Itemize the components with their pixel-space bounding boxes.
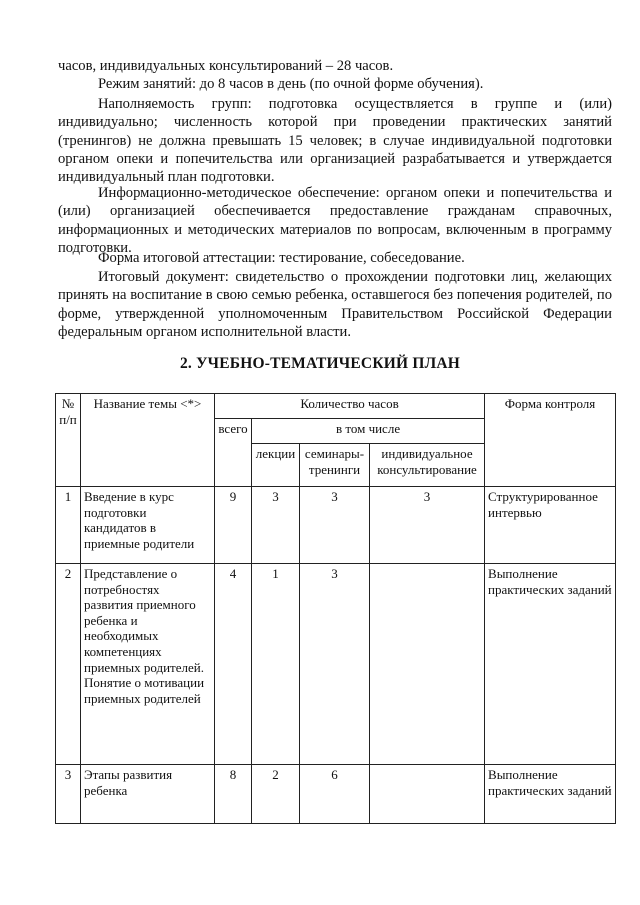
- cell-control: Выполнение практических заданий: [485, 564, 616, 765]
- cell-lectures: 1: [252, 564, 300, 765]
- cell-number: 1: [56, 487, 81, 564]
- cell-number: 3: [56, 765, 81, 824]
- paragraph-methodical-support: Информационно-методическое обеспечение: органом опеки и попечительства и (или) организацией обеспечивается предоставление гражданам справочных, информационных и методических материалов по вопросам, включенным в программу подготовки.: [58, 185, 612, 256]
- header-individual: индивидуальное консультирование: [370, 444, 485, 487]
- paragraph-study-mode: Режим занятий: до 8 часов в день (по очной форме обучения).: [98, 76, 484, 92]
- header-lectures: лекции: [252, 444, 300, 487]
- cell-lectures: 3: [252, 487, 300, 564]
- cell-total: 8: [215, 765, 252, 824]
- paragraph-final-document: Итоговый документ: свидетельство о прохождении подготовки лиц, желающих принять на воспитание в свою семью ребенка, оставшегося без попечения родителей, по форме, утвержденной уполномоченным Правительством Российской Федерации федеральным органом исполнительной власти.: [58, 269, 612, 340]
- header-including: в том числе: [252, 419, 485, 444]
- cell-control: Выполнение практических заданий: [485, 765, 616, 824]
- header-topic: Название темы <*>: [81, 394, 215, 487]
- cell-topic: Представление о потребностях развития приемного ребенка и необходимых компетенциях приемных родителей. Понятие о мотивации приемных родителей: [81, 564, 215, 765]
- table-row: [56, 765, 616, 824]
- cell-individual: [370, 765, 485, 824]
- header-total: всего: [215, 419, 252, 487]
- curriculum-table: [55, 393, 616, 824]
- header-control: Форма контроля: [485, 394, 616, 487]
- cell-control: Структурированное интервью: [485, 487, 616, 564]
- paragraph-final-attestation: Форма итоговой аттестации: тестирование, собеседование.: [98, 250, 465, 266]
- cell-topic: Этапы развития ребенка: [81, 765, 215, 824]
- cell-number: 2: [56, 564, 81, 765]
- header-hours: Количество часов: [215, 394, 485, 419]
- table-row: [56, 487, 616, 564]
- cell-individual: [370, 564, 485, 765]
- paragraph-group-size: Наполняемость групп: подготовка осуществляется в группе и (или) индивидуально; численность которой при проведении практических занятий (тренингов) не должна превышать 15 человек; в случае индивидуальной подготовки органом опеки и попечительства или организацией разрабатывается и утверждается индивидуальный план подготовки.: [58, 96, 612, 186]
- cell-topic: Введение в курс подготовки кандидатов в приемные родители: [81, 487, 215, 564]
- cell-lectures: 2: [252, 765, 300, 824]
- table-header-row: [56, 394, 616, 419]
- cell-seminars: 3: [300, 487, 370, 564]
- table-row: [56, 564, 616, 765]
- header-number: № п/п: [56, 394, 81, 487]
- cell-total: 9: [215, 487, 252, 564]
- header-seminars: семинары-тренинги: [300, 444, 370, 487]
- cell-seminars: 3: [300, 564, 370, 765]
- section-heading: 2. УЧЕБНО-ТЕМАТИЧЕСКИЙ ПЛАН: [179, 355, 461, 372]
- paragraph-hours-continuation: часов, индивидуальных консультирований – 28 часов.: [58, 58, 394, 74]
- cell-seminars: 6: [300, 765, 370, 824]
- cell-individual: 3: [370, 487, 485, 564]
- cell-total: 4: [215, 564, 252, 765]
